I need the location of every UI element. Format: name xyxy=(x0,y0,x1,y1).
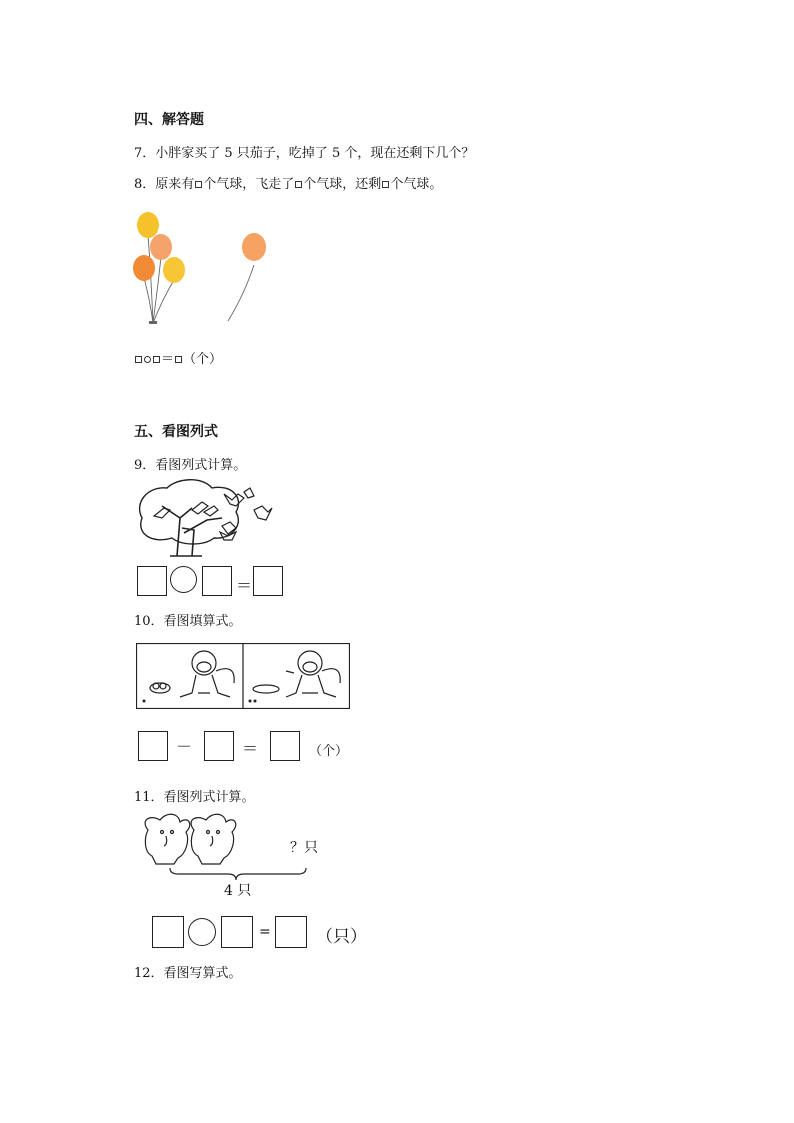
blank-box[interactable] xyxy=(295,181,302,188)
tree-birds-picture xyxy=(132,478,282,560)
balloon xyxy=(163,257,185,283)
question-11: 11．看图列式计算。 xyxy=(134,790,255,805)
question-8 xyxy=(134,173,442,192)
operator-circle[interactable] xyxy=(170,566,197,593)
answer-box-4[interactable] xyxy=(138,731,168,761)
balloon xyxy=(133,255,155,281)
answer-box-2[interactable] xyxy=(202,566,232,596)
question-7: 7．小胖家买了 5 只茄子，吃掉了 5 个，现在还剩下几个？ xyxy=(134,146,475,161)
total-count-label: 4 只 xyxy=(224,883,252,899)
question-8-part1: 8．原来有 xyxy=(134,177,195,192)
unknown-count-label: ？只 xyxy=(290,840,318,856)
question-8-part4: 个气球。 xyxy=(390,177,443,192)
balloon xyxy=(150,234,172,260)
blank-box[interactable] xyxy=(382,181,389,188)
section-heading-picture-formula: 五、看图列式 xyxy=(134,424,218,440)
formula-box[interactable] xyxy=(175,356,182,363)
equals-sign: ＝ xyxy=(236,576,253,595)
answer-box-5[interactable] xyxy=(204,731,234,761)
unit-label: （个） xyxy=(309,744,349,759)
question-10: 10．看图填算式。 xyxy=(134,614,242,629)
minus-sign: － xyxy=(176,737,193,756)
question-12: 12．看图写算式。 xyxy=(134,966,242,981)
answer-box-9[interactable] xyxy=(275,916,307,948)
question-9: 9．看图列式计算。 xyxy=(134,458,247,473)
monkeys-picture xyxy=(136,643,350,709)
question-8-part3: 个气球，还剩 xyxy=(303,177,382,192)
equals-sign: = xyxy=(259,924,271,940)
balloons-picture xyxy=(126,205,286,330)
unit-label: （只） xyxy=(316,927,367,947)
answer-box-3[interactable] xyxy=(253,566,283,596)
blank-box[interactable] xyxy=(195,181,202,188)
answer-box-8[interactable] xyxy=(221,916,253,948)
answer-box-6[interactable] xyxy=(270,731,300,761)
formula-equals: ＝ xyxy=(161,352,175,367)
section-heading-answer: 四、解答题 xyxy=(134,112,204,128)
answer-box-1[interactable] xyxy=(137,566,167,596)
question-8-formula xyxy=(134,348,222,367)
operator-circle[interactable] xyxy=(188,918,216,946)
formula-unit: （个） xyxy=(183,352,223,367)
equals-sign: ＝ xyxy=(242,739,259,758)
balloon xyxy=(242,233,266,261)
formula-box[interactable] xyxy=(135,356,142,363)
formula-box[interactable] xyxy=(153,356,160,363)
balloon xyxy=(137,212,159,238)
answer-box-7[interactable] xyxy=(152,916,184,948)
formula-circle[interactable] xyxy=(144,356,151,363)
question-8-part2: 个气球，飞走了 xyxy=(203,177,295,192)
